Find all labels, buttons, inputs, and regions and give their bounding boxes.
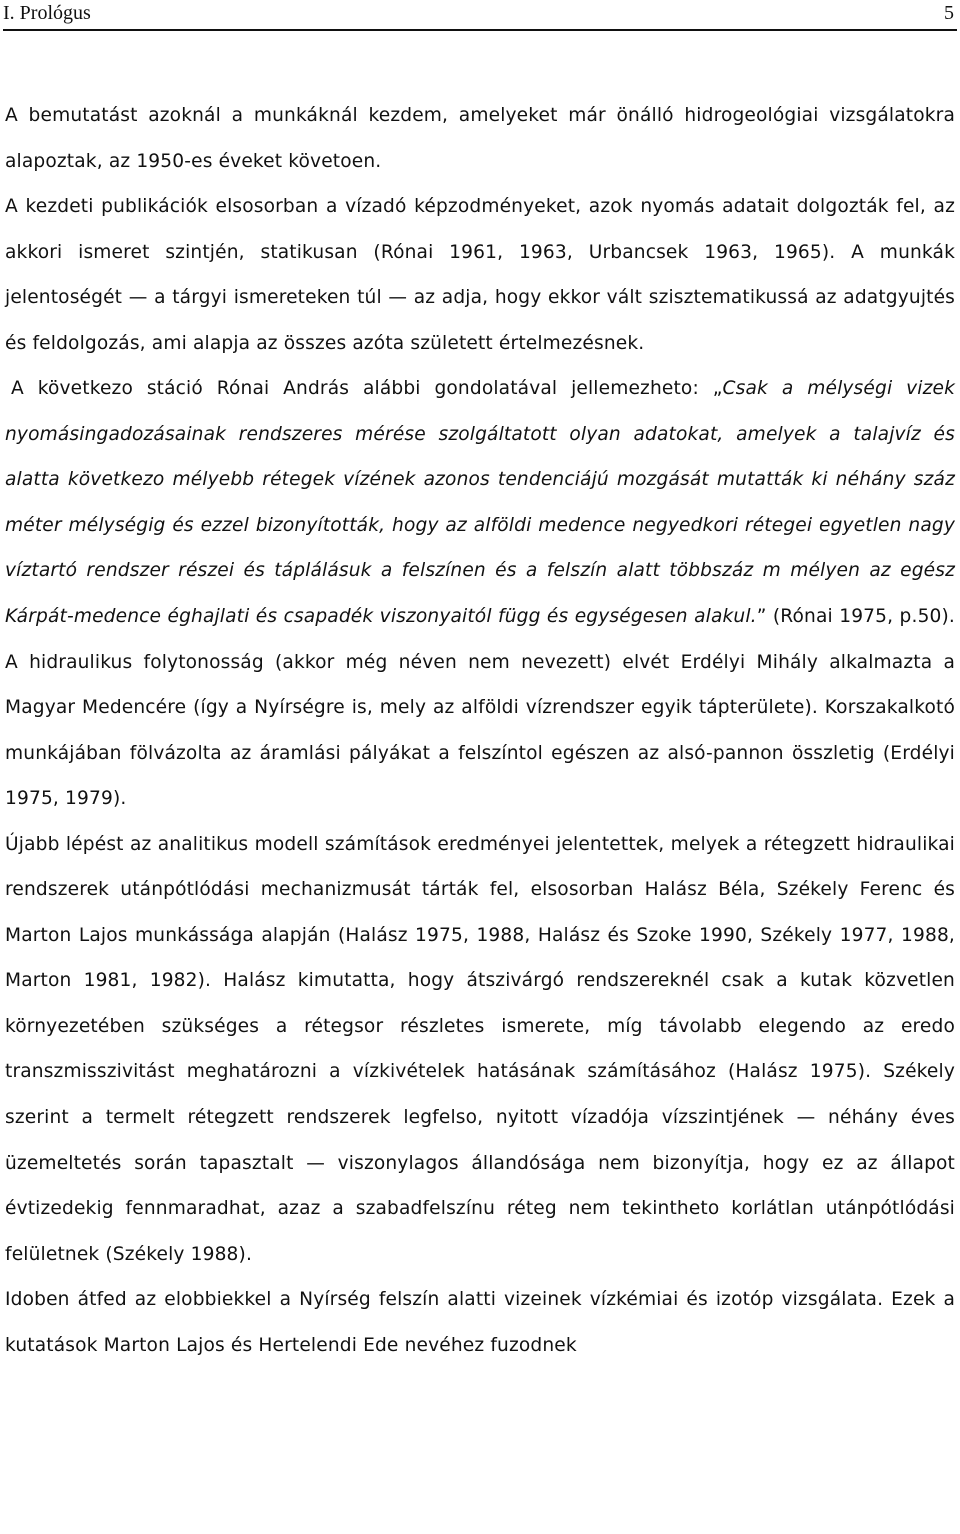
- paragraph-analytical-models: Újabb lépést az analitikus modell számítások eredményei jelentettek, melyek a rétegzett hidraulikai rendszerek utánpótlódási mechanizmusát tárták fel, elsosorban Halász Béla, Székely Ferenc és Marton Lajos munkássága alapján (Halász 1975, 1988, Halász és Szoke 1990, Székely 1977, 1988, Marton 1981, 1982). Halász kimutatta, hogy átszivárgó rendszereknél csak a kutak közvetlen környezetében szükséges a rétegsor részletes ismerete, míg távolabb elegendo az eredo transzmisszivitást meghatározni a vízkivételek hatásának számításához (Halász 1975). Székely szerint a termelt rétegzett rendszerek legfelso, nyitott vízadója vízszintjének — néhány éves üzemeltetés során tapasztalt — viszonylagos állandósága nem bizonyítja, hogy ez az állapot évtizedekig fennmaradhat, azaz a szabadfelszínu réteg nem tekintheto korlátlan utánpótlódási felületnek (Székely 1988).: [5, 833, 955, 1265]
- paragraph-ronai-quote: [5, 366, 955, 821]
- page-header: [0, 0, 960, 30]
- document-body: [5, 93, 955, 1368]
- header-rule: [3, 29, 957, 31]
- chapter-title: I. Prológus: [3, 2, 91, 24]
- paragraph-isotope-studies: Idoben átfed az elobbiekkel a Nyírség felszín alatti vizeinek vízkémiai és izotóp vizsgálata. Ezek a kutatások Marton Lajos és Hertelendi Ede nevéhez fuzodnek: [5, 1289, 955, 1356]
- ronai-quotation: Csak a mélységi vizek nyomásingadozásainak rendszeres mérése szolgáltatott olyan adatokat, amelyek a talajvíz és alatta következo mélyebb rétegek vízének azonos tendenciájú mozgását mutatták ki néhány száz méter mélységig és ezzel bizonyították, hogy az alföldi medence negyedkori rétegei egyetlen nagy víztartó rendszer részei és táplálásuk a felszínen és a felszín alatt többszáz m mélyen az egész Kárpát-medence éghajlati és csapadék viszonyaitól függ és egységesen alakul.: [5, 378, 956, 628]
- quote-trail-text: ” (Rónai 1975, p.50). A hidraulikus folytonosság (akkor még néven nem nevezett) elvét Erdélyi Mihály alkalmazta a Magyar Medencére (így a Nyírségre is, mely az alföldi vízrendszer egyik tápterülete). Korszakalkotó munkájában fölvázolta az áramlási pályákat a felszíntol egészen az alsó-pannon összletig (Erdélyi 1975, 1979).: [5, 606, 955, 810]
- paragraph-early-publications: A kezdeti publikációk elsosorban a vízadó képzodményeket, azok nyomás adatait dolgozták fel, az akkori ismeret szintjén, statikusan (Rónai 1961, 1963, Urbancsek 1963, 1965). A munkák jelentoségét — a tárgyi ismereteken túl — az adja, hogy ekkor vált szisztematikussá az adatgyujtés és feldolgozás, ami alapja az összes azóta született értelmezésnek.: [5, 196, 955, 354]
- page-number: 5: [944, 2, 954, 24]
- paragraph-intro: A bemutatást azoknál a munkáknál kezdem, amelyeket már önálló hidrogeológiai vizsgálatokra alapoztak, az 1950-es éveket követoen.: [5, 105, 955, 172]
- quote-lead-text: A következo stáció Rónai András alábbi gondolatával jellemezheto: „: [11, 378, 723, 400]
